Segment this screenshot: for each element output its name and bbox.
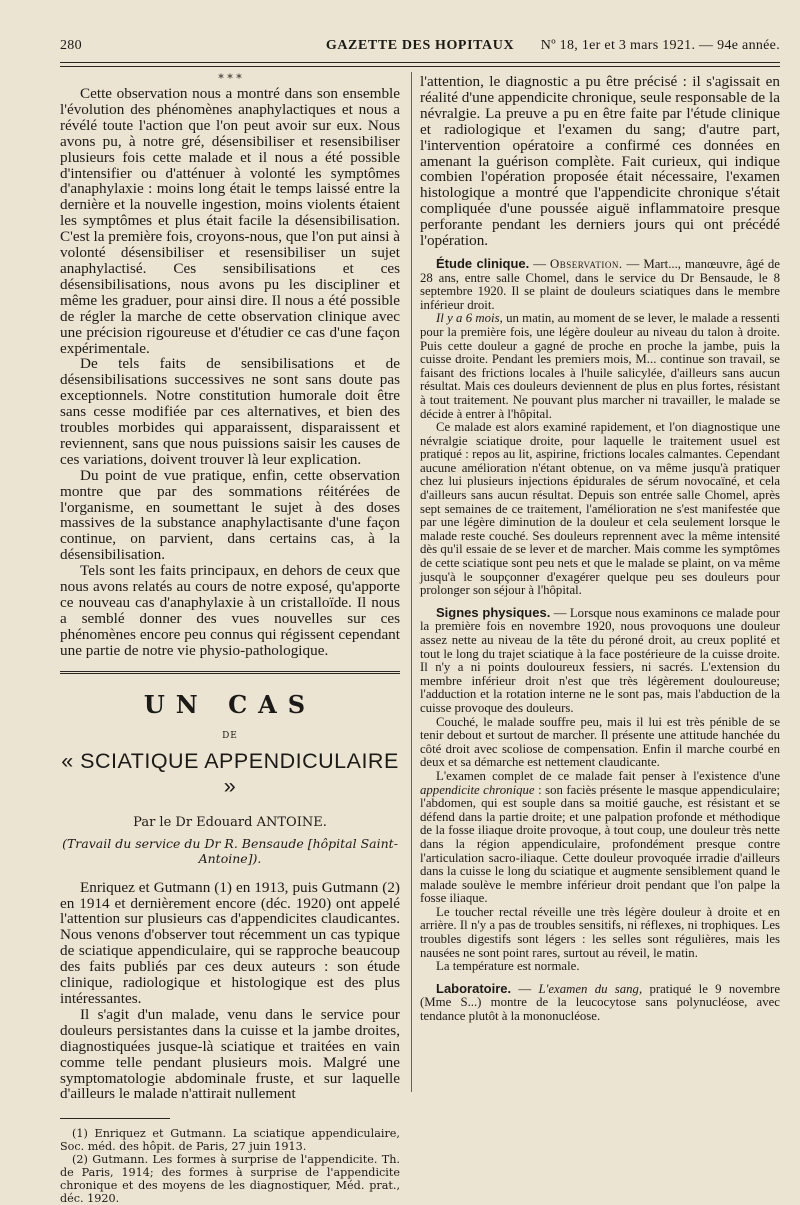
text: — Lorsque nous examinons ce malade pour la première fois en novembre 1920, nous provoquons une douleur assez nette au niveau de la tête du péroné droit, au creux poplité et tout le long du trajet sciatique à la face postérieure de la cuisse droite. Il n'y a ni points douloureux fessiers, ni sacrés. L'extension du membre inférieur droit n'est que très légèrement douloureuse; l'adduction et la rotation interne ne le sont pas, mais l'abduction de la cuisse provoque des douleurs. bbox=[420, 605, 780, 715]
footnote: (1) Enriquez et Gutmann. La sciatique appendiculaire, Soc. méd. des hôpit. de Paris, 27 juin 1913. bbox=[60, 1127, 400, 1154]
emphasis: L'examen du sang, bbox=[538, 981, 643, 996]
left-column bbox=[60, 74, 400, 1205]
emphasis: Il y a 6 mois, bbox=[436, 311, 503, 326]
etude-section bbox=[420, 257, 780, 598]
paragraph: La température est normale. bbox=[436, 959, 580, 974]
article-de: DE bbox=[222, 730, 238, 741]
paragraph: De tels faits de sensibilisations et de désensibilisations successives ne sont sans doute pas exceptionnels. Notre constitution humorale doit être sans cesse modifiée par ces alternatives, et bien des troubles morbides qui apparaissent, disparaissent et reviennent, sans que nous puissions saisir les causes de ces variations, doivent trouver là leur explication. bbox=[60, 355, 400, 468]
paragraph: l'attention, le diagnostic a pu être précisé : il s'agissait en réalité d'une appendicite chronique, seule responsable de la névralgie. La preuve a pu en être faite par l'étude clinique et radiologique et l'examen du sang; d'autre part, l'intervention opératoire a confirmé ces données en amenant la guérison complète. Fait curieux, qui indique combien l'opération proposée était nécessaire, l'examen histologique a montré que l'appendicite chronique s'était compliquée d'une poussée aiguë inflammatoire presque perforante pendant les derniers jours qui ont précédé l'opération. bbox=[420, 73, 780, 250]
footnotes bbox=[60, 1127, 400, 1205]
article-kicker: UN CAS bbox=[143, 689, 317, 719]
paragraph: Le toucher rectal réveille une très légère douleur à droite et en arrière. Il n'y a pas de troubles sensitifs, ni réflexes, ni trophiques. Les troubles digestifs sont légers : les selles sont régulières, mais les nausées ne sont point rares, surtout au réveil, le matin. bbox=[420, 904, 780, 960]
article-byline: Par le Dr Edouard ANTOINE. bbox=[133, 814, 327, 830]
section-heading: Laboratoire. bbox=[436, 980, 512, 996]
right-intro bbox=[420, 74, 780, 249]
article-separator bbox=[60, 671, 400, 674]
journal-title: GAZETTE DES HOPITAUX bbox=[325, 38, 515, 53]
running-header bbox=[60, 36, 780, 60]
paragraph: Cette observation nous a montré dans son ensemble l'évolution des phénomènes anaphylactiques et nous a révélé toute l'action que l'on peut avoir sur eux. Nous avons pu, à notre gré, désensibiliser et resensibiliser plusieurs fois cette malade et il nous a été possible d'intensifier ou d'atténuer à volonté les symptômes d'anaphylaxie : moins long était le temps laissé entre la dernière et la nouvelle ingestion, moins violents étaient les symptômes et plus était facile la désensibilisation. C'est la première fois, croyons-nous, que l'on put ainsi à volonté désensibiliser et resensibiliser un sujet anaphylactisé. Ces sensibilisations et ces désensibilisations, nous avons pu les discipliner et même les graduer, pour ainsi dire. Il nous a été possible de régler la marche de cette observation clinique avec une précision rigoureuse et d'étudier ce cas d'une façon expérimentale. bbox=[60, 85, 400, 357]
signes-section bbox=[420, 606, 780, 974]
labo-section bbox=[420, 982, 780, 1024]
observation-label: Observation. bbox=[549, 256, 623, 271]
paragraph bbox=[420, 606, 780, 716]
section-heading: Signes physiques. bbox=[436, 604, 551, 620]
footnote: (2) Gutmann. Les formes à surprise de l'appendicite. Th. de Paris, 1914; des formes à surprise de l'appendicite chronique et des moyens de les diagnostiquer, Méd. prat., déc. 1920. bbox=[60, 1153, 400, 1205]
text: pratiqué le 9 novembre (Mme S...) montre de la leucocytose sans polynucléose, avec tendance plutôt à la mononucléose. bbox=[420, 981, 780, 1024]
paragraph bbox=[420, 770, 780, 906]
emphasis: appendicite chronique bbox=[420, 782, 535, 797]
paragraph: Ce malade est alors examiné rapidement, et l'on diagnostique une névralgie sciatique droite, pour laquelle le traitement usuel est pratiqué : repos au lit, aspirine, frictions locales calmantes. Cependant aucune amélioration n'étant obtenue, on va même jusqu'à pratiquer chez lui plusieurs injections épidurales de sérum novocaïné, et cela d'ailleurs sans aucun résultat. Depuis son entrée salle Chomel, après sept semaines de ce traitement, l'amélioration ne s'est manifestée que par une légère diminution de la douleur et cela seulement lorsque le malade reste couché. Ses douleurs reprennent avec la même intensité dès qu'il essaie de se lever et de marcher. Mais comme les symptômes de cette sciatique sont peu nets et que le malade se plaint, on va même jusqu'à le soupçonner d'exagérer quelque peu ses douleurs pour prolonger son séjour à l'hôpital. bbox=[420, 420, 780, 598]
article-text bbox=[60, 880, 400, 1103]
section-heading: Étude clinique. bbox=[436, 255, 530, 271]
page-number: 280 bbox=[60, 38, 82, 53]
text: un matin, au moment de se lever, le malade a ressenti pour la première fois, une légère douleur au niveau du talon à droite. Puis cette douleur a gagné de proche en proche la jambe, puis la cuisse droite. Pendant les premiers mois, M... continue son travail, se faisant des frictions locales à l'huile salicylée, d'ailleurs sans aucun résultat. Mais ces douleurs deviennent de plus en plus fortes, résistant à tout traitement. Ne pouvant plus marcher ni travailler, le malade se décide à entrer à l'hôpital. bbox=[420, 311, 780, 421]
paragraph: Étude clinique. — Observation. — Mart..., manœuvre, âgé de 28 ans, entre salle Chomel, dans le service du Dr Bensaude, le 8 septembre 1920. Il se plaint de douleurs sciatiques dans le membre inférieur droit. bbox=[420, 255, 780, 312]
text: L'examen complet de ce malade fait penser à l'existence d'une bbox=[436, 768, 780, 783]
header-rule bbox=[60, 62, 780, 63]
article-title: « SCIATIQUE APPENDICULAIRE » bbox=[61, 748, 399, 798]
paragraph: Enriquez et Gutmann (1) en 1913, puis Gutmann (2) en 1914 et dernièrement encore (déc. 1920) ont appelé l'attention sur plusieurs cas d'appendicites claudicantes. Nous venons d'observer tout récemment un cas typique de sciatique appendiculaire, qui se rapproche beaucoup des faits publiés par ces deux auteurs : son étude clinique, radiologique et histologique est des plus intéressantes. bbox=[60, 878, 400, 1007]
footnote-rule bbox=[60, 1118, 170, 1119]
issue-info: Nº 18, 1er et 3 mars 1921. — 94e année. bbox=[540, 38, 780, 53]
right-column bbox=[420, 74, 780, 1024]
paragraph: Tels sont les faits principaux, en dehors de ceux que nous avons relatés au cours de notre exposé, qu'apporte ce nouveau cas d'anaphylaxie à un cristalloïde. Il nous a semblé donner des vues nouvelles sur ces phénomènes encore peu connus qui régissent cependant une partie de notre vie physio-pathologique. bbox=[60, 562, 400, 659]
column-divider bbox=[411, 72, 412, 1092]
text: : son faciès présente le masque appendiculaire; l'abdomen, qui est souple dans sa moitié gauche, est résistant et se défend dans la partie droite; et une palpation profonde et méthodique de la fosse iliaque droite provoque, à tout coup, une douleur très nette dans la région appendiculaire, profondément presque contre l'articulation sacro-iliaque. Cette douleur provoquée irradie d'ailleurs dans la cuisse le long du sciatique et augmente sensiblement quand le malade soulève le membre inférieur droit pendant que l'on palpe la fosse iliaque. bbox=[420, 782, 781, 906]
left-text bbox=[60, 86, 400, 659]
header-rule-thin bbox=[60, 66, 780, 67]
article-affiliation: (Travail du service du Dr R. Bensaude [hôpital Saint-Antoine]). bbox=[62, 835, 398, 866]
paragraph: Du point de vue pratique, enfin, cette observation montre que par des sommations réitérées de l'organisme, en soumettant le sujet à des doses massives de la substance anaphylactisante d'une façon continue, on parvient, dans certains cas, à la désensibilisation. bbox=[60, 466, 400, 564]
paragraph: Couché, le malade souffre peu, mais il lui est très pénible de se tenir debout et surtout de marcher. Il présente une attitude hanchée du côté droit avec scoliose de compensation. Enfin il marche courbé en deux et sa démarche est nettement claudicante. bbox=[420, 714, 780, 770]
paragraph: Il s'agit d'un malade, venu dans le service pour douleurs persistantes dans la cuisse et la jambe droites, diagnostiquées jusque-là sciatique et traitées en vain comme telle pendant plusieurs mois. Malgré une symptomatologie abdominale fruste, et sur laquelle d'ailleurs le malade n'attirait nullement bbox=[60, 1005, 400, 1103]
section-stars: * * * bbox=[218, 72, 242, 85]
paragraph bbox=[420, 312, 780, 421]
text: — Mart..., manœuvre, âgé de 28 ans, entre salle Chomel, dans le service du Dr Bensaude, le 8 septembre 1920. Il se plaint de douleurs sciatiques dans le membre inférieur droit. bbox=[420, 256, 780, 312]
paragraph: Laboratoire. — L'examen du sang, pratiqué le 9 novembre (Mme S...) montre de la leucocytose sans polynucléose, avec tendance plutôt à la mononucléose. bbox=[420, 980, 780, 1024]
